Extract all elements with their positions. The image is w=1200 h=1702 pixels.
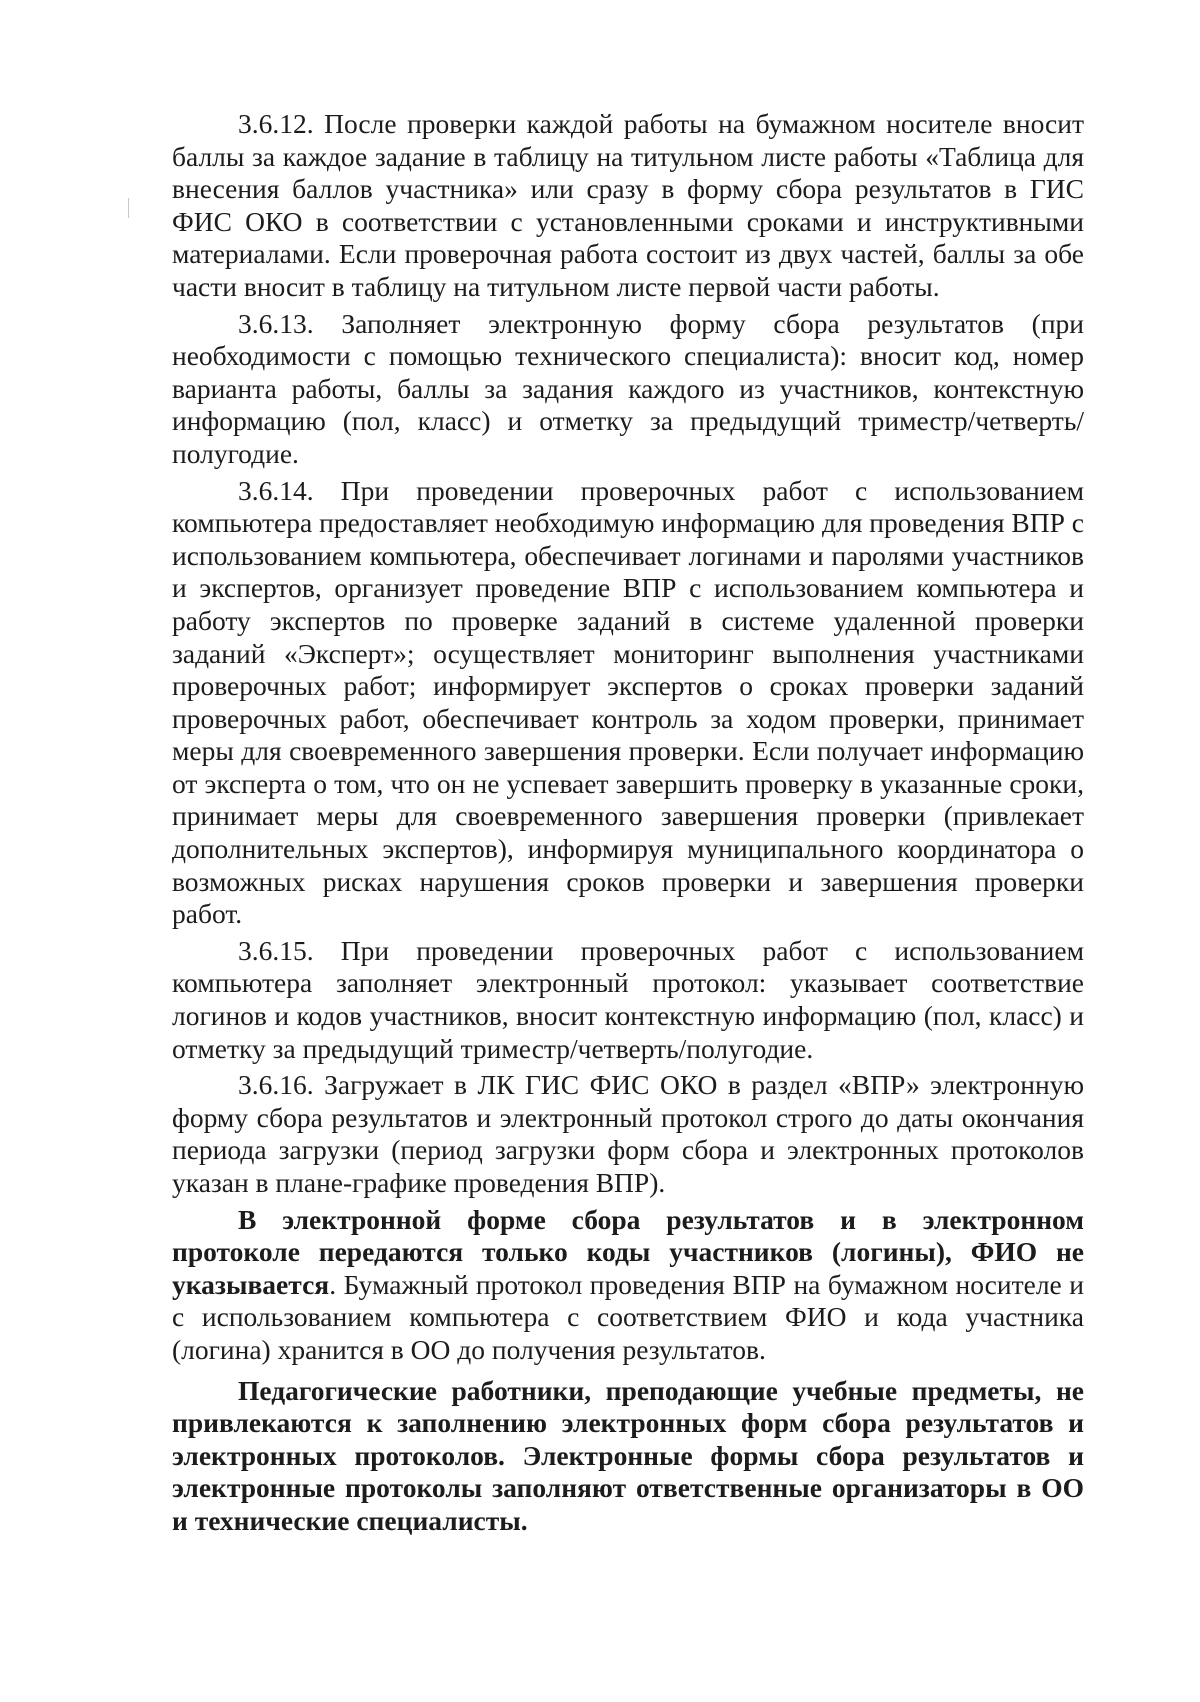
paragraph-3-6-14: 3.6.14. При проведении проверочных работ с использованием компьютера предоставляет необходимую информацию для проведения ВПР с использованием компьютера, обеспечивает логинами и паролями участников и экспертов, организует проведение ВПР с использованием компьютера и работу экспертов по проверке заданий в системе удаленной проверки заданий «Эксперт»; осуществляет мониторинг выполнения участниками проверочных работ; информирует экспертов о сроках проверки заданий проверочных работ, обеспечивает контроль за ходом проверки, принимает меры для своевременного завершения проверки. Если получает информацию от эксперта о том, что он не успевает завершить проверку в указанные сроки, принимает меры для своевременного завершения проверки (привлекает дополнительных экспертов), информируя муниципального координатора о возможных рисках нарушения сроков проверки и завершения проверки работ. [172,474,1084,930]
paragraph-3-6-15: 3.6.15. При проведении проверочных работ с использованием компьютера заполняет электронный протокол: указывает соответствие логинов и кодов участников, вносит контекстную информацию (пол, класс) и отметку за предыдущий триместр/четверть/полугодие. [172,934,1084,1064]
paragraph-3-6-12: 3.6.12. После проверки каждой работы на бумажном носителе вносит баллы за каждое задание в таблицу на титульном листе работы «Таблица для внесения баллов участника» или сразу в форму сбора результатов в ГИС ФИС ОКО в соответствии с установленными сроками и инструктивными материалами. Если проверочная работа состоит из двух частей, баллы за обе части вносит в таблицу на титульном листе первой части работы. [172,108,1084,302]
note-regular-text: . Бумажный протокол проведения ВПР на бумажном носителе и с использованием компьютера с соответствием ФИО и кода участника (логина) хранится в ОО до получения результатов. [172,1268,1084,1365]
note-bold-text: В электронной форме сбора результатов и в электронном протоколе передаются только коды участников (логины), ФИО не указывается [172,1203,1084,1300]
paragraph-note [172,1204,1084,1367]
scan-margin-mark [128,198,129,218]
paragraph-3-6-13: 3.6.13. Заполняет электронную форму сбора результатов (при необходимости с помощью технического специалиста): вносит код, номер варианта работы, баллы за задания каждого из участников, контекстную информацию (пол, класс) и отметку за предыдущий триместр/четверть/полугодие. [172,307,1084,469]
paragraph-3-6-16: 3.6.16. Загружает в ЛК ГИС ФИС ОКО в раздел «ВПР» электронную форму сбора результатов и электронный протокол строго до даты окончания периода загрузки (период загрузки форм сбора и электронных протоколов указан в плане-графике проведения ВПР). [172,1069,1084,1198]
document-body [172,108,1084,1538]
paragraph-final-bold: Педагогические работники, преподающие учебные предметы, не привлекаются к заполнению электронных форм сбора результатов и электронных протоколов. Электронные формы сбора результатов и электронные протоколы заполняют ответственные организаторы в ОО и технические специалисты. [172,1374,1084,1536]
